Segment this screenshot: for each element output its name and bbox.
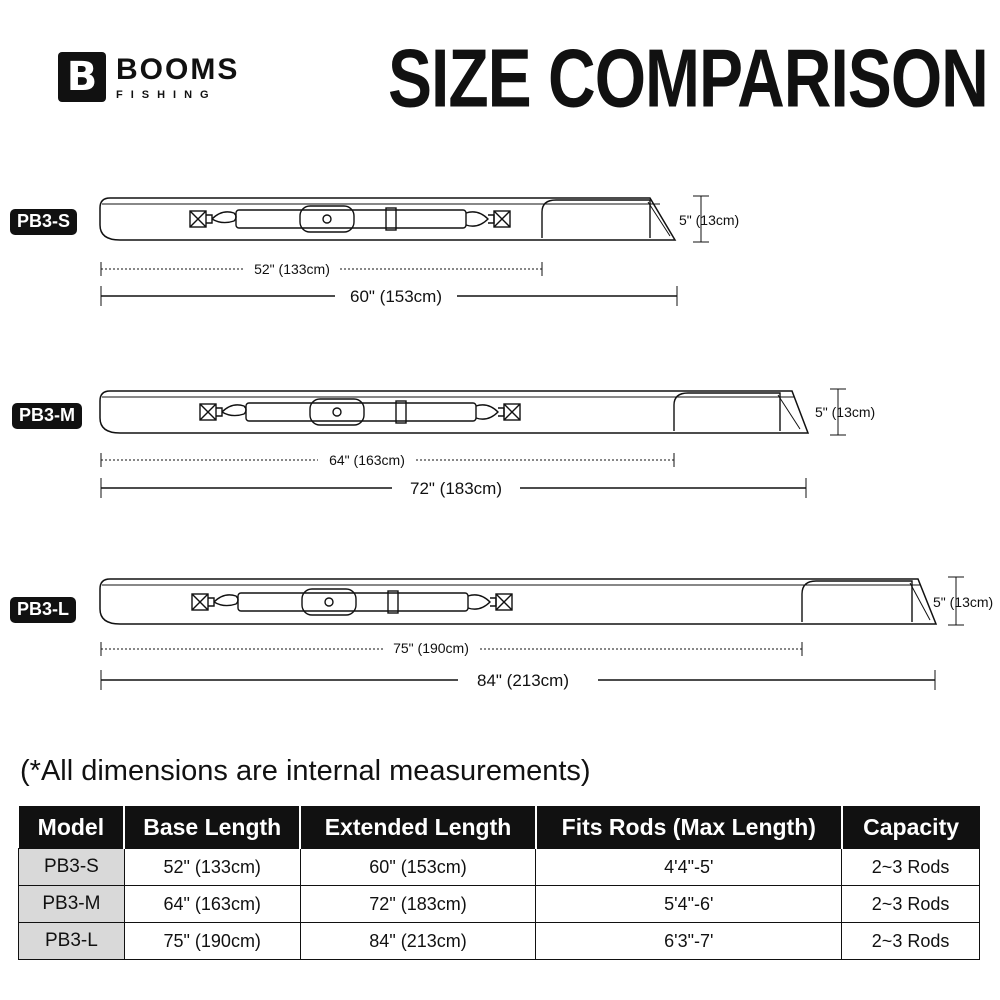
cell-fits-rods: 5'4"-6' [536, 886, 842, 923]
measurement-note: (*All dimensions are internal measurements) [20, 755, 591, 787]
table-header-row [19, 806, 980, 849]
extended-label-pb3-m: 72" (183cm) [409, 479, 503, 498]
model-badge-pb3-l: PB3-L [10, 597, 76, 623]
cell-extended-length: 84" (213cm) [300, 923, 536, 960]
height-label-pb3-m: 5" (13cm) [815, 404, 876, 420]
cell-capacity: 2~3 Rods [842, 886, 980, 923]
cell-extended-length: 72" (183cm) [300, 886, 536, 923]
table-row [19, 923, 980, 960]
brand-name: BOOMS [116, 53, 240, 86]
cell-fits-rods: 4'4"-5' [536, 849, 842, 886]
height-label-pb3-s: 5" (13cm) [679, 212, 740, 228]
header-model: Model [19, 806, 125, 849]
cell-model: PB3-S [19, 849, 125, 886]
header-fits-rods: Fits Rods (Max Length) [536, 806, 842, 849]
base-label-pb3-l: 75" (190cm) [393, 640, 469, 656]
model-badge-pb3-m: PB3-M [12, 403, 82, 429]
spec-table [18, 806, 980, 960]
case-pb3-m [100, 391, 808, 433]
cell-base-length: 64" (163cm) [124, 886, 300, 923]
base-label-pb3-s: 52" (133cm) [254, 261, 330, 277]
extended-label-pb3-s: 60" (153cm) [349, 287, 443, 306]
table-row [19, 886, 980, 923]
header-capacity: Capacity [842, 806, 980, 849]
case-pb3-s [100, 198, 675, 240]
cell-capacity: 2~3 Rods [842, 923, 980, 960]
cell-base-length: 75" (190cm) [124, 923, 300, 960]
header-base-length: Base Length [124, 806, 300, 849]
brand-logo-icon: B [58, 52, 106, 102]
case-pb3-l [100, 579, 936, 624]
table-row [19, 849, 980, 886]
cell-base-length: 52" (133cm) [124, 849, 300, 886]
brand-subtitle: FISHING [116, 89, 217, 101]
base-label-pb3-m: 64" (163cm) [329, 452, 405, 468]
header-extended-length: Extended Length [300, 806, 536, 849]
cell-fits-rods: 6'3"-7' [536, 923, 842, 960]
extended-label-pb3-l: 84" (213cm) [476, 671, 570, 690]
height-label-pb3-l: 5" (13cm) [933, 594, 994, 610]
cell-model: PB3-L [19, 923, 125, 960]
cell-capacity: 2~3 Rods [842, 849, 980, 886]
cell-extended-length: 60" (153cm) [300, 849, 536, 886]
cell-model: PB3-M [19, 886, 125, 923]
model-badge-pb3-s: PB3-S [10, 209, 77, 235]
page-title: SIZE COMPARISON [388, 31, 988, 124]
